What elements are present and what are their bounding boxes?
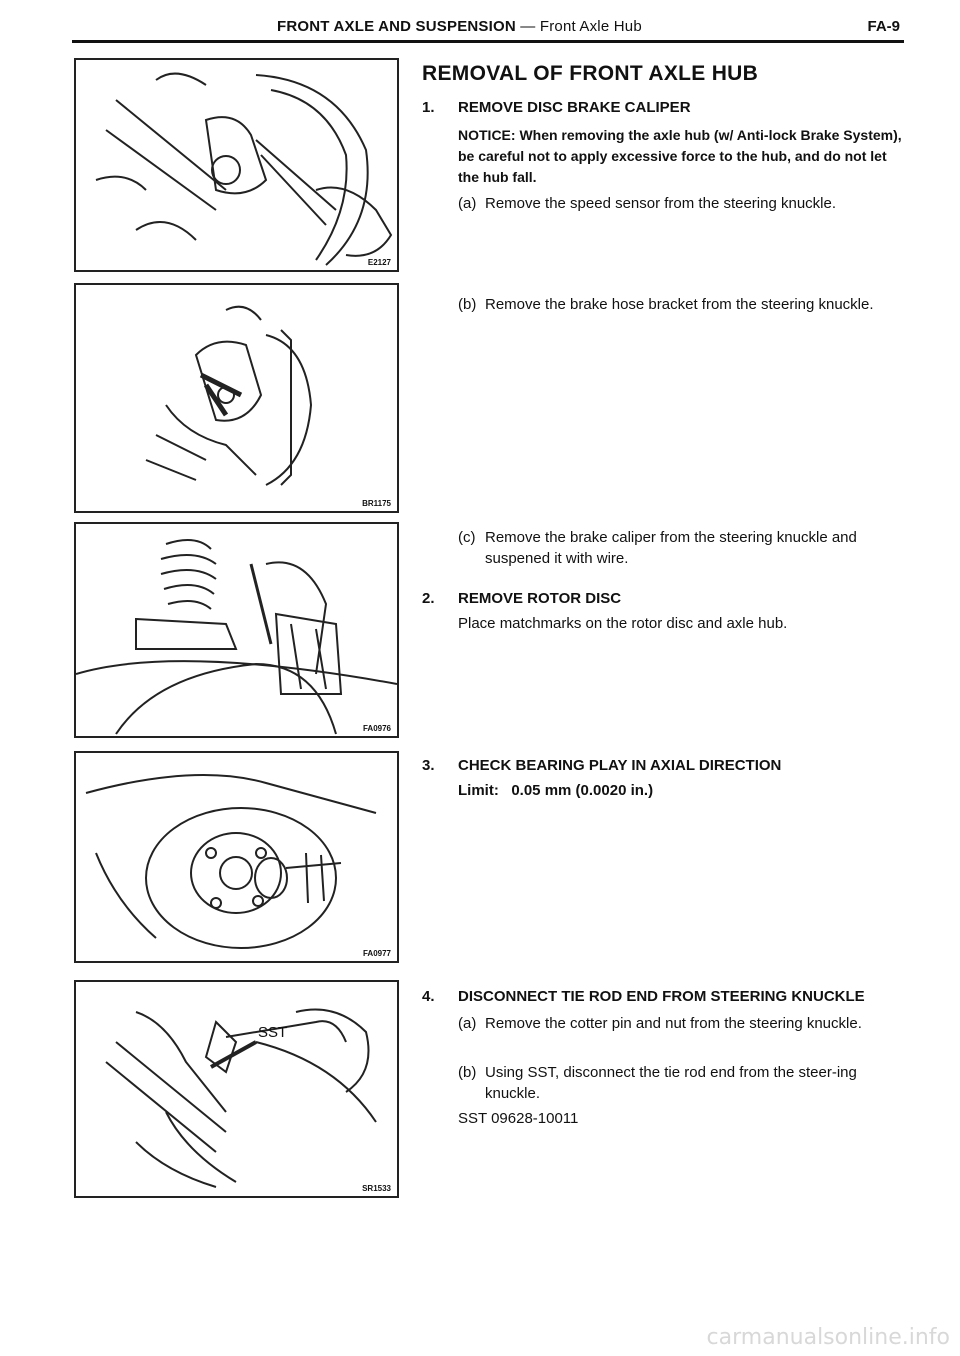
sub-label: (a) xyxy=(458,195,477,212)
page-number: FA-9 xyxy=(867,18,900,35)
figure-hose-bracket xyxy=(74,283,399,513)
axle-hub-dial-indicator-illustration-icon xyxy=(76,753,397,961)
figure-code: BR1175 xyxy=(362,499,391,508)
sub-text: Remove the speed sensor from the steering knuckle. xyxy=(485,195,837,212)
sub-label: (b) xyxy=(458,296,477,313)
watermark: carmanualsonline.info xyxy=(706,1325,950,1350)
sub-text: Remove the cotter pin and nut from the steering knuckle. xyxy=(485,1015,862,1032)
page-header xyxy=(72,14,904,43)
suspended-caliper-illustration-icon xyxy=(76,524,397,736)
header-title xyxy=(277,18,642,35)
figure-code: SR1533 xyxy=(362,1184,391,1193)
step-1a xyxy=(458,193,908,214)
sub-text: Remove the brake hose bracket from the steering knuckle. xyxy=(485,296,874,313)
figure-code: FA0976 xyxy=(362,724,391,733)
sub-label: (c) xyxy=(458,529,476,546)
step-3-number: 3. xyxy=(422,757,435,774)
step-4b xyxy=(458,1062,908,1104)
step-1c xyxy=(458,527,908,569)
step-1-title: REMOVE DISC BRAKE CALIPER xyxy=(458,99,691,116)
figure-suspended-caliper xyxy=(74,522,399,738)
brake-hose-bracket-illustration-icon xyxy=(76,285,397,511)
figure-code: FA0977 xyxy=(362,949,391,958)
sub-label: (b) xyxy=(458,1064,477,1081)
sub-text: Remove the brake caliper from the steering knuckle and suspened it with wire. xyxy=(485,529,857,567)
figure-tie-rod xyxy=(74,980,399,1198)
step-2-number: 2. xyxy=(422,590,435,607)
step-4a xyxy=(458,1013,908,1034)
header-dash: — xyxy=(515,18,540,35)
figure-axial-play xyxy=(74,751,399,963)
sub-text: Using SST, disconnect the tie rod end from the steer-ing knuckle. xyxy=(485,1064,857,1102)
step-1-number: 1. xyxy=(422,99,435,116)
sst-callout: SST xyxy=(258,1024,288,1041)
step-4-title: DISCONNECT TIE ROD END FROM STEERING KNUCKLE xyxy=(458,988,865,1005)
step-2-title: REMOVE ROTOR DISC xyxy=(458,590,622,607)
step-3-title: CHECK BEARING PLAY IN AXIAL DIRECTION xyxy=(458,757,782,774)
step-4-number: 4. xyxy=(422,988,435,1005)
sub-label: (a) xyxy=(458,1015,477,1032)
step-1b xyxy=(458,294,908,315)
limit-spec: Limit: 0.05 mm (0.0020 in.) xyxy=(458,782,654,799)
sst-number: SST 09628-10011 xyxy=(458,1110,579,1127)
figure-caliper xyxy=(74,58,399,272)
disc-brake-caliper-illustration-icon xyxy=(76,60,397,270)
tie-rod-puller-illustration-icon xyxy=(76,982,397,1196)
step-2-text: Place matchmarks on the rotor disc and axle hub. xyxy=(458,615,788,632)
header-subsection: Front Axle Hub xyxy=(539,18,642,35)
header-section: FRONT AXLE AND SUSPENSION xyxy=(277,18,516,35)
figure-code: E2127 xyxy=(367,258,391,267)
page-heading: REMOVAL OF FRONT AXLE HUB xyxy=(422,62,759,85)
notice-text: NOTICE: When removing the axle hub (w/ Anti-lock Brake System), be careful not to apply excessive force to the hub, and do not let the hub fall. xyxy=(458,127,902,185)
